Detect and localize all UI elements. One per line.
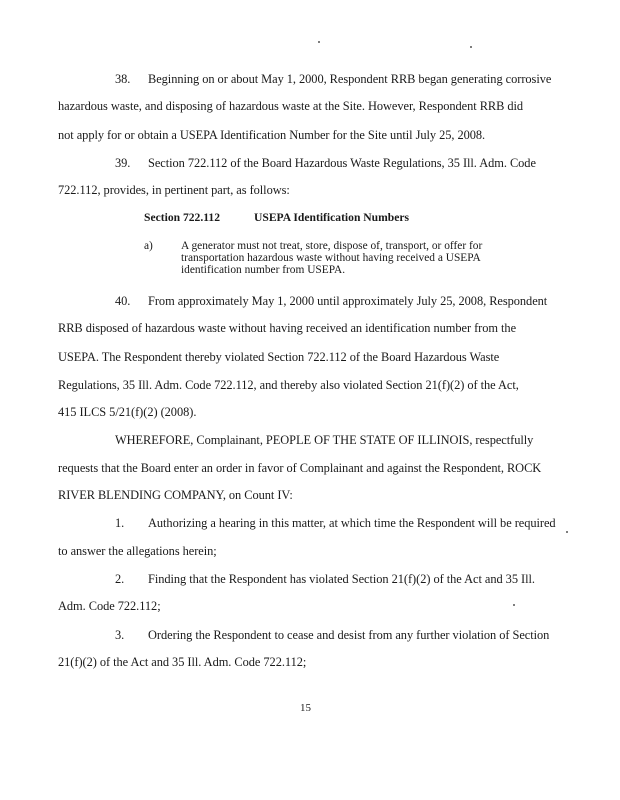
relief-3-line-1: 3. Ordering the Respondent to cease and desist from any further violation of Section: [115, 628, 550, 642]
scan-speck: [470, 46, 472, 48]
scan-speck: [513, 604, 515, 606]
wherefore-line-2: requests that the Board enter an order in favor of Complainant and against the Respondent, ROCK: [58, 461, 542, 475]
wherefore-line-3: RIVER BLENDING COMPANY, on Count IV:: [58, 488, 293, 502]
paragraph-38-line-2: hazardous waste, and disposing of hazardous waste at the Site. However, Respondent RRB did: [58, 99, 524, 113]
page-number: 15: [300, 702, 311, 714]
paragraph-40-line-2: RRB disposed of hazardous waste without having received an identification number from the: [58, 321, 517, 335]
quote-item-line-3: identification number from USEPA.: [181, 264, 346, 276]
paragraph-40-line-4: Regulations, 35 Ill. Adm. Code 722.112, and thereby also violated Section 21(f)(2) of the Act,: [58, 378, 519, 392]
paragraph-number: 39.: [115, 156, 131, 170]
relief-1-line-1: 1. Authorizing a hearing in this matter, at which time the Respondent will be required: [115, 516, 556, 530]
quote-item-label: a): [144, 240, 153, 252]
paragraph-39-line-1: 39. Section 722.112 of the Board Hazardous Waste Regulations, 35 Ill. Adm. Code: [115, 156, 536, 170]
quote-item-line-2: transportation hazardous waste without having received a USEPA: [181, 252, 481, 264]
relief-number: 1.: [115, 516, 125, 530]
quote-section-title: USEPA Identification Numbers: [254, 211, 410, 224]
relief-2-line-2: Adm. Code 722.112;: [58, 599, 161, 613]
paragraph-39-line-2: 722.112, provides, in pertinent part, as follows:: [58, 183, 290, 197]
scan-speck: [566, 531, 568, 533]
relief-number: 2.: [115, 572, 125, 586]
scan-speck: [318, 41, 320, 43]
relief-2-line-1: 2. Finding that the Respondent has violated Section 21(f)(2) of the Act and 35 Ill.: [115, 572, 535, 586]
relief-number: 3.: [115, 628, 125, 642]
quote-item-line-1: A generator must not treat, store, dispose of, transport, or offer for: [181, 240, 483, 252]
paragraph-40-line-3: USEPA. The Respondent thereby violated Section 722.112 of the Board Hazardous Waste: [58, 350, 500, 364]
relief-1-line-2: to answer the allegations herein;: [58, 544, 217, 558]
paragraph-40-line-5: 415 ILCS 5/21(f)(2) (2008).: [58, 405, 197, 419]
paragraph-38-line-1: 38. Beginning on or about May 1, 2000, Respondent RRB began generating corrosive: [115, 72, 552, 86]
paragraph-number: 38.: [115, 72, 131, 86]
quote-section-number: Section 722.112: [144, 211, 221, 224]
paragraph-40-line-1: 40. From approximately May 1, 2000 until approximately July 25, 2008, Respondent: [115, 294, 548, 308]
paragraph-38-line-3: not apply for or obtain a USEPA Identification Number for the Site until July 25, 2008.: [58, 128, 486, 142]
wherefore-line-1: WHEREFORE, Complainant, PEOPLE OF THE STATE OF ILLINOIS, respectfully: [115, 433, 534, 447]
relief-3-line-2: 21(f)(2) of the Act and 35 Ill. Adm. Code 722.112;: [58, 655, 307, 669]
paragraph-number: 40.: [115, 294, 131, 308]
